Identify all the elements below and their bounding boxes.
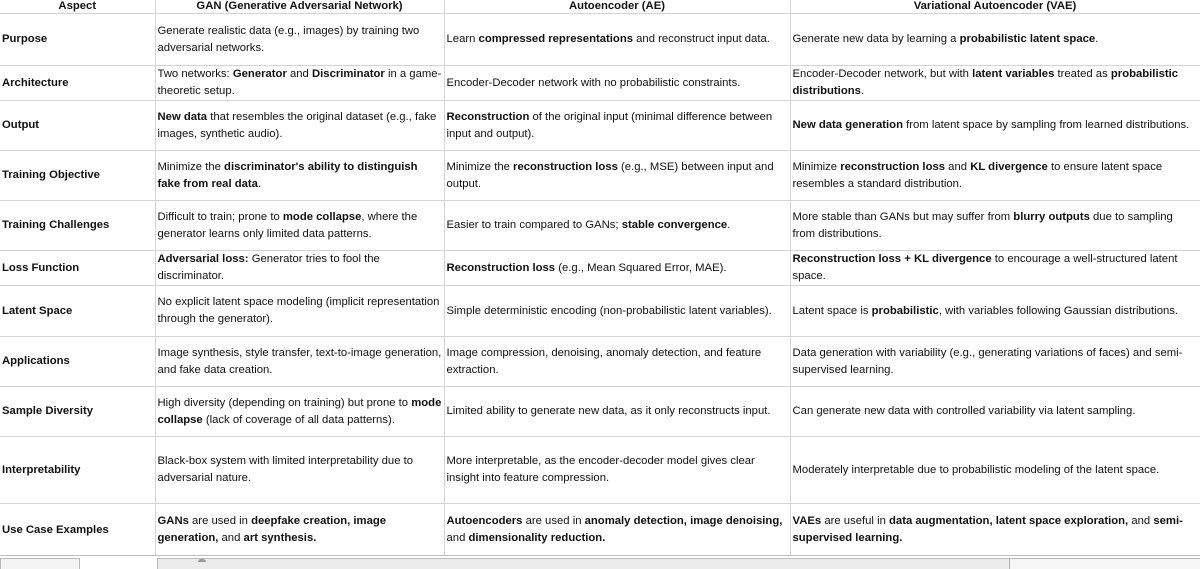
- cell-gan[interactable]: [155, 337, 444, 387]
- text: , where the generator learns only limited data patterns.: [157, 210, 418, 240]
- cell-vae[interactable]: [790, 387, 1200, 437]
- bold-text: Reconstruction: [446, 110, 530, 123]
- text: , with variables following Gaussian distributions.: [938, 304, 1179, 317]
- text: to ensure latent space resembles a standard distribution.: [792, 160, 1163, 190]
- text: Image compression, denoising, anomaly detection, and feature extraction.: [446, 346, 762, 376]
- bold-text: Adversarial loss:: [157, 253, 249, 265]
- text: (lack of coverage of all data patterns).: [202, 413, 395, 426]
- text: from latent space by sampling from learned distributions.: [902, 119, 1190, 131]
- bold-text: data augmentation, latent space exploration,: [889, 515, 1129, 527]
- text: Encoder-Decoder network with no probabilistic constraints.: [446, 76, 741, 89]
- cell-aspect[interactable]: Latent Space: [0, 286, 155, 337]
- cell-gan[interactable]: [155, 14, 444, 66]
- text: Latent space is: [792, 304, 872, 317]
- cell-vae[interactable]: [790, 151, 1200, 201]
- text: No explicit latent space modeling (implicit representation through the generator).: [157, 296, 440, 325]
- bold-text: GANs: [157, 515, 189, 527]
- bold-text: KL divergence: [970, 160, 1048, 173]
- bold-text: compressed representations: [478, 33, 633, 45]
- cell-aspect[interactable]: Interpretability: [0, 437, 155, 504]
- text: to encourage a well-structured latent space.: [792, 253, 1178, 282]
- table-row: [0, 387, 1200, 437]
- header-gan[interactable]: GAN (Generative Adversarial Network): [155, 0, 444, 14]
- text: and: [446, 532, 469, 544]
- bold-text: Discriminator: [311, 68, 385, 80]
- cell-ae[interactable]: [444, 504, 790, 557]
- text: .: [1095, 33, 1099, 45]
- text: treated as: [1054, 68, 1111, 80]
- text: Minimize: [792, 160, 841, 173]
- cell-vae[interactable]: [790, 286, 1200, 337]
- bold-text: Reconstruction loss + KL divergence: [792, 253, 992, 265]
- text: Can generate new data with controlled variability via latent sampling.: [792, 405, 1136, 417]
- bold-text: Reconstruction loss: [446, 261, 556, 274]
- text: .: [860, 85, 865, 97]
- cell-vae[interactable]: [790, 504, 1200, 557]
- text: in a game-theoretic setup.: [157, 68, 442, 97]
- table-row: [0, 286, 1200, 337]
- text: are useful in: [821, 515, 890, 527]
- cell-ae[interactable]: [444, 286, 790, 337]
- header-ae[interactable]: Autoencoder (AE): [444, 0, 790, 14]
- cell-gan[interactable]: [155, 387, 444, 437]
- cell-gan[interactable]: [155, 437, 444, 504]
- text: More stable than GANs but may suffer from: [792, 210, 1014, 223]
- text: Simple deterministic encoding (non-probabilistic latent variables).: [446, 304, 772, 317]
- table-row: [0, 251, 1200, 286]
- text: and: [945, 160, 971, 173]
- bold-text: deepfake creation, image generation,: [157, 515, 387, 544]
- bold-text: probabilistic latent space: [959, 33, 1096, 45]
- cell-aspect[interactable]: Purpose: [0, 14, 155, 66]
- cell-ae[interactable]: [444, 101, 790, 151]
- horizontal-scrollbar[interactable]: [157, 558, 1011, 569]
- cell-gan[interactable]: [155, 101, 444, 151]
- text: Data generation with variability (e.g., generating variations of faces) and semi-supervised learning.: [792, 346, 1183, 376]
- bold-text: probabilistic distributions: [792, 68, 1179, 97]
- text: Moderately interpretable due to probabilistic modeling of the latent space.: [792, 463, 1160, 476]
- text: .: [727, 219, 731, 231]
- cell-ae[interactable]: [444, 437, 790, 504]
- bold-text: discriminator's ability to distinguish fake from real data: [157, 160, 418, 190]
- bold-text: mode collapse: [282, 210, 362, 223]
- text: and reconstruct input data.: [633, 33, 770, 45]
- text: Minimize the: [157, 160, 225, 173]
- scrollbar-track-end: [1030, 558, 1200, 569]
- text: due to sampling from distributions.: [792, 210, 1173, 240]
- bold-text: anomaly detection, image denoising,: [584, 515, 783, 527]
- cell-vae[interactable]: [790, 201, 1200, 251]
- cell-ae[interactable]: [444, 251, 790, 286]
- bold-text: semi-supervised learning.: [792, 515, 1183, 544]
- bold-text: reconstruction loss: [840, 160, 946, 173]
- cell-ae[interactable]: [444, 387, 790, 437]
- cell-ae[interactable]: [444, 66, 790, 101]
- text: of the original input (minimal difference between input and output).: [446, 110, 773, 140]
- text: .: [257, 177, 262, 190]
- text: Generate new data by learning a: [792, 33, 960, 45]
- bold-text: blurry outputs: [1013, 210, 1090, 223]
- cell-gan[interactable]: [155, 201, 444, 251]
- cell-gan[interactable]: [155, 66, 444, 101]
- text: (e.g., MSE) between input and output.: [446, 160, 774, 190]
- text: Limited ability to generate new data, as it only reconstructs input.: [446, 405, 771, 417]
- bold-text: dimensionality reduction.: [468, 532, 606, 544]
- cell-aspect[interactable]: Sample Diversity: [0, 387, 155, 437]
- bold-text: Generator: [232, 68, 287, 80]
- cell-ae[interactable]: [444, 337, 790, 387]
- cell-aspect[interactable]: Architecture: [0, 66, 155, 101]
- sheet-bottom-bar: [0, 555, 1200, 568]
- text: and: [218, 532, 244, 544]
- text: Image synthesis, style transfer, text-to-image generation, and fake data creation.: [157, 346, 442, 376]
- table-row: [0, 504, 1200, 557]
- cell-vae[interactable]: [790, 437, 1200, 504]
- text: Difficult to train; prone to: [157, 210, 283, 223]
- table-row: [0, 14, 1200, 66]
- text: Learn: [446, 33, 479, 45]
- text: Generator tries to fool the discriminator.: [157, 253, 380, 282]
- text: Minimize the: [446, 160, 514, 173]
- cell-aspect[interactable]: Training Objective: [0, 151, 155, 201]
- bold-text: stable convergence: [621, 219, 728, 231]
- cell-aspect[interactable]: Output: [0, 101, 155, 151]
- table-row: [0, 151, 1200, 201]
- bold-text: Autoencoders: [446, 515, 523, 527]
- text: are used in: [188, 515, 252, 527]
- text: Black-box system with limited interpretability due to adversarial nature.: [157, 455, 414, 484]
- table-row: [0, 66, 1200, 101]
- bold-text: latent variables: [972, 68, 1055, 80]
- header-vae[interactable]: Variational Autoencoder (VAE): [790, 0, 1200, 14]
- bold-text: VAEs: [792, 515, 822, 527]
- bold-text: art synthesis.: [243, 532, 317, 544]
- text: that resembles the original dataset (e.g., fake images, synthetic audio).: [157, 110, 437, 140]
- bold-text: reconstruction loss: [513, 160, 618, 173]
- table-row: [0, 201, 1200, 251]
- text: and: [1128, 515, 1154, 527]
- cell-ae[interactable]: [444, 14, 790, 66]
- scroll-right-button[interactable]: [1009, 558, 1031, 569]
- text: More interpretable, as the encoder-decoder model gives clear insight into feature compression.: [446, 455, 755, 484]
- cell-aspect[interactable]: Use Case Examples: [0, 504, 155, 557]
- cell-gan[interactable]: [155, 251, 444, 286]
- text: Generate realistic data (e.g., images) by training two adversarial networks.: [157, 24, 420, 54]
- table-row: [0, 337, 1200, 387]
- cell-ae[interactable]: [444, 201, 790, 251]
- table-row: [0, 101, 1200, 151]
- table-body: [0, 14, 1200, 557]
- header-row: [0, 0, 1200, 14]
- text: are used in: [522, 515, 585, 527]
- cell-vae[interactable]: [790, 14, 1200, 66]
- cell-aspect[interactable]: Loss Function: [0, 251, 155, 286]
- table-row: [0, 437, 1200, 504]
- cell-vae[interactable]: [790, 337, 1200, 387]
- cell-vae[interactable]: [790, 101, 1200, 151]
- bold-text: New data generation: [792, 119, 903, 131]
- bold-text: probabilistic: [871, 304, 939, 317]
- text: Encoder-Decoder network, but with: [792, 68, 973, 80]
- bold-text: mode collapse: [157, 396, 442, 426]
- cell-gan[interactable]: [155, 151, 444, 201]
- text: Two networks:: [157, 68, 233, 80]
- text: High diversity (depending on training) but prone to: [157, 396, 412, 409]
- cell-gan[interactable]: [155, 286, 444, 337]
- cell-vae[interactable]: [790, 66, 1200, 101]
- text: and: [286, 68, 312, 80]
- sheet-tab[interactable]: [0, 558, 80, 569]
- header-aspect[interactable]: Aspect: [0, 0, 155, 14]
- text: (e.g., Mean Squared Error, MAE).: [555, 261, 727, 274]
- cell-vae[interactable]: [790, 251, 1200, 286]
- bold-text: New data: [157, 110, 208, 123]
- cell-ae[interactable]: [444, 151, 790, 201]
- cell-aspect[interactable]: Training Challenges: [0, 201, 155, 251]
- scroll-thumb-icon[interactable]: [198, 559, 206, 562]
- cell-gan[interactable]: [155, 504, 444, 557]
- cell-aspect[interactable]: Applications: [0, 337, 155, 387]
- text: Easier to train compared to GANs;: [446, 219, 622, 231]
